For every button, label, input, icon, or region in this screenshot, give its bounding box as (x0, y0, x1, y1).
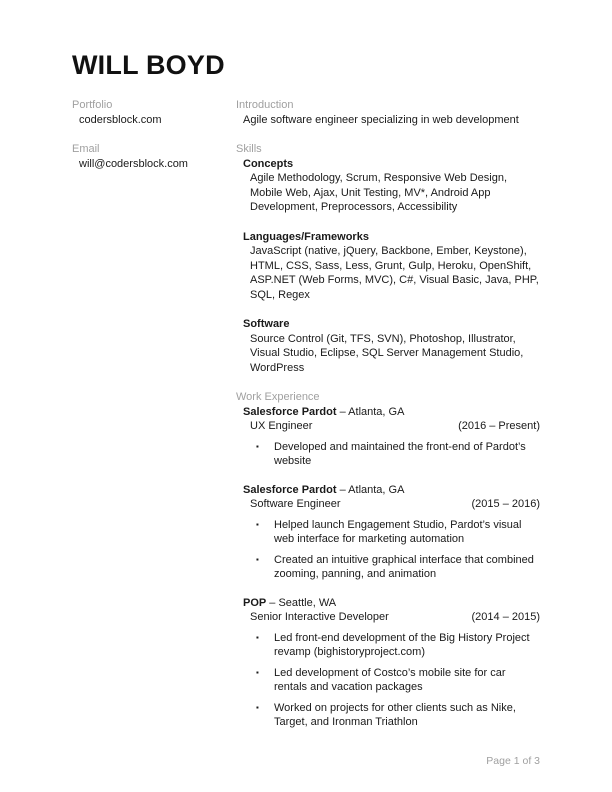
resume-columns (72, 98, 540, 745)
introduction-label: Introduction (236, 99, 294, 111)
work-experience-label: Work Experience (236, 391, 320, 403)
contact-column (72, 98, 236, 186)
job-entry (236, 483, 540, 582)
bullet-text: Developed and maintained the front-end of Pardot’s website (274, 440, 526, 467)
portfolio-label: Portfolio (72, 99, 113, 111)
bullet-square-icon: ▪ (256, 667, 259, 677)
introduction-section (236, 98, 540, 127)
job-location: – Atlanta, GA (336, 483, 405, 496)
bullet-text: Led front-end development of the Big History Project revamp (bighistoryproject.com) (274, 631, 530, 658)
email-address: will@codersblock.com (79, 157, 188, 170)
email-label: Email (72, 143, 100, 155)
job-title: UX Engineer (250, 420, 313, 432)
job-company-line (243, 405, 540, 420)
main-column (236, 98, 540, 745)
job-dates: (2016 – Present) (458, 420, 540, 432)
job-company-line (243, 483, 540, 498)
page-number-indicator: Page 1 of 3 (486, 754, 540, 767)
job-bullet (243, 666, 540, 695)
job-bullet (243, 701, 540, 730)
job-title-row (243, 610, 540, 625)
bullet-square-icon: ▪ (256, 441, 259, 451)
bullet-text: Worked on projects for other clients such as Nike, Target, and Ironman Triathlon (274, 701, 516, 728)
job-company-line (243, 596, 540, 611)
bullet-text: Helped launch Engagement Studio, Pardot’s visual web interface for marketing automation (274, 518, 522, 545)
job-title: Software Engineer (250, 498, 341, 510)
skill-group-software (236, 317, 540, 375)
job-company: Salesforce Pardot (243, 483, 337, 496)
job-entry (236, 596, 540, 730)
introduction-text: Agile software engineer specializing in web development (243, 113, 519, 126)
job-company: Salesforce Pardot (243, 405, 337, 418)
bullet-square-icon: ▪ (256, 554, 259, 564)
bullet-text: Led development of Costco’s mobile site for car rentals and vacation packages (274, 666, 506, 693)
job-title-row (243, 419, 540, 434)
skill-group-title: Software (243, 318, 290, 330)
skill-group-text: Agile Methodology, Scrum, Responsive Web Design, Mobile Web, Ajax, Unit Testing, MV*, Android App Development, Preprocessors, Accessibility (250, 172, 507, 213)
skill-group-concepts (236, 157, 540, 215)
job-entry (236, 405, 540, 469)
resume-name-heading: WILL BOYD (72, 50, 225, 80)
portfolio-url: codersblock.com (79, 113, 162, 126)
job-bullet (243, 631, 540, 660)
skill-group-title: Languages/Frameworks (243, 230, 369, 243)
job-title-row (243, 497, 540, 512)
bullet-square-icon: ▪ (256, 519, 259, 529)
skill-group-text: Source Control (Git, TFS, SVN), Photoshop, Illustrator, Visual Studio, Eclipse, SQL Server Management Studio, WordPress (250, 332, 524, 374)
skill-group-text: JavaScript (native, jQuery, Backbone, Ember, Keystone), HTML, CSS, Sass, Less, Grunt, Gulp, Heroku, OpenShift, ASP.NET (Web Forms, MVC), C#, Visual Basic, Java, PHP, SQL, Regex (250, 245, 539, 301)
email-field (72, 142, 236, 171)
job-bullet (243, 553, 540, 582)
job-company: POP (243, 596, 267, 609)
bullet-square-icon: ▪ (256, 702, 259, 712)
job-title: Senior Interactive Developer (250, 611, 389, 623)
work-experience-section (236, 390, 540, 730)
bullet-text: Created an intuitive graphical interface that combined zooming, panning, and animation (274, 553, 534, 580)
job-bullet (243, 518, 540, 547)
job-dates: (2015 – 2016) (471, 498, 540, 510)
skill-group-languages-frameworks (236, 230, 540, 303)
job-bullet (243, 440, 540, 469)
portfolio-field (72, 98, 236, 127)
bullet-square-icon: ▪ (256, 632, 259, 642)
skills-section (236, 142, 540, 375)
skill-group-title: Concepts (243, 157, 294, 170)
job-dates: (2014 – 2015) (471, 611, 540, 623)
job-location: – Atlanta, GA (336, 405, 405, 418)
skills-label: Skills (236, 143, 262, 155)
job-location: – Seattle, WA (266, 596, 337, 609)
